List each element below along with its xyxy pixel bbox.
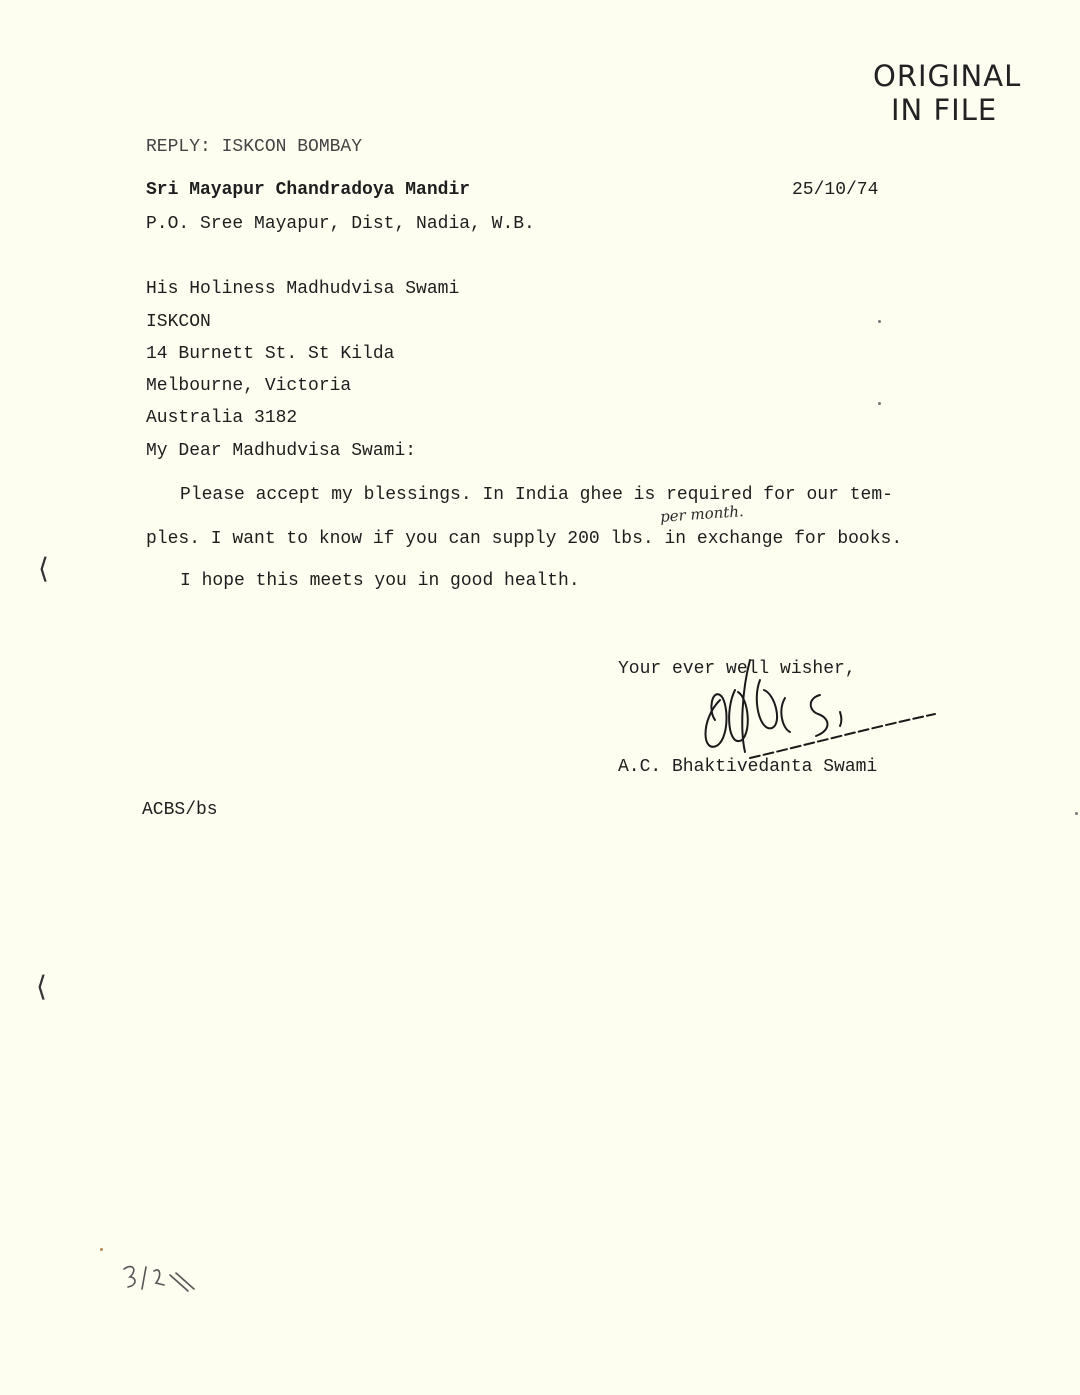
paper-speck	[100, 1248, 103, 1251]
paper-speck	[878, 402, 881, 405]
reference-initials: ACBS/bs	[142, 800, 218, 820]
recipient-org: ISKCON	[146, 312, 211, 332]
body-line-3: I hope this meets you in good health.	[180, 571, 580, 591]
recipient-street: 14 Burnett St. St Kilda	[146, 344, 395, 364]
reply-line: REPLY: ISKCON BOMBAY	[146, 137, 363, 157]
sender-address-line2: P.O. Sree Mayapur, Dist, Nadia, W.B.	[146, 214, 535, 234]
paper-speck	[878, 320, 881, 323]
original-in-file-stamp-line2: IN FILE	[891, 93, 998, 127]
paper-speck	[1075, 812, 1078, 815]
salutation: My Dear Madhudvisa Swami:	[146, 441, 417, 461]
handwritten-insert: per month.	[659, 502, 745, 526]
recipient-country: Australia 3182	[146, 408, 298, 428]
margin-punch-mark-lower: ⟨	[36, 970, 47, 1003]
body-line-2: ples. I want to know if you can supply 200 lbs. in exchange for books.	[146, 529, 903, 549]
margin-punch-mark-upper: ⟨	[38, 552, 49, 585]
sender-address-line1: Sri Mayapur Chandradoya Mandir	[146, 180, 471, 200]
bottom-scribble-mark	[118, 1255, 208, 1305]
handwritten-signature	[690, 640, 950, 760]
recipient-city: Melbourne, Victoria	[146, 376, 352, 396]
valediction: Your ever well wisher,	[618, 659, 856, 679]
recipient-name: His Holiness Madhudvisa Swami	[146, 279, 460, 299]
signer-name: A.C. Bhaktivedanta Swami	[618, 757, 878, 777]
letter-date: 25/10/74	[792, 180, 879, 200]
body-line-1: Please accept my blessings. In India ghee is required for our tem-	[180, 485, 893, 505]
original-in-file-stamp-line1: ORIGINAL	[873, 59, 1022, 93]
